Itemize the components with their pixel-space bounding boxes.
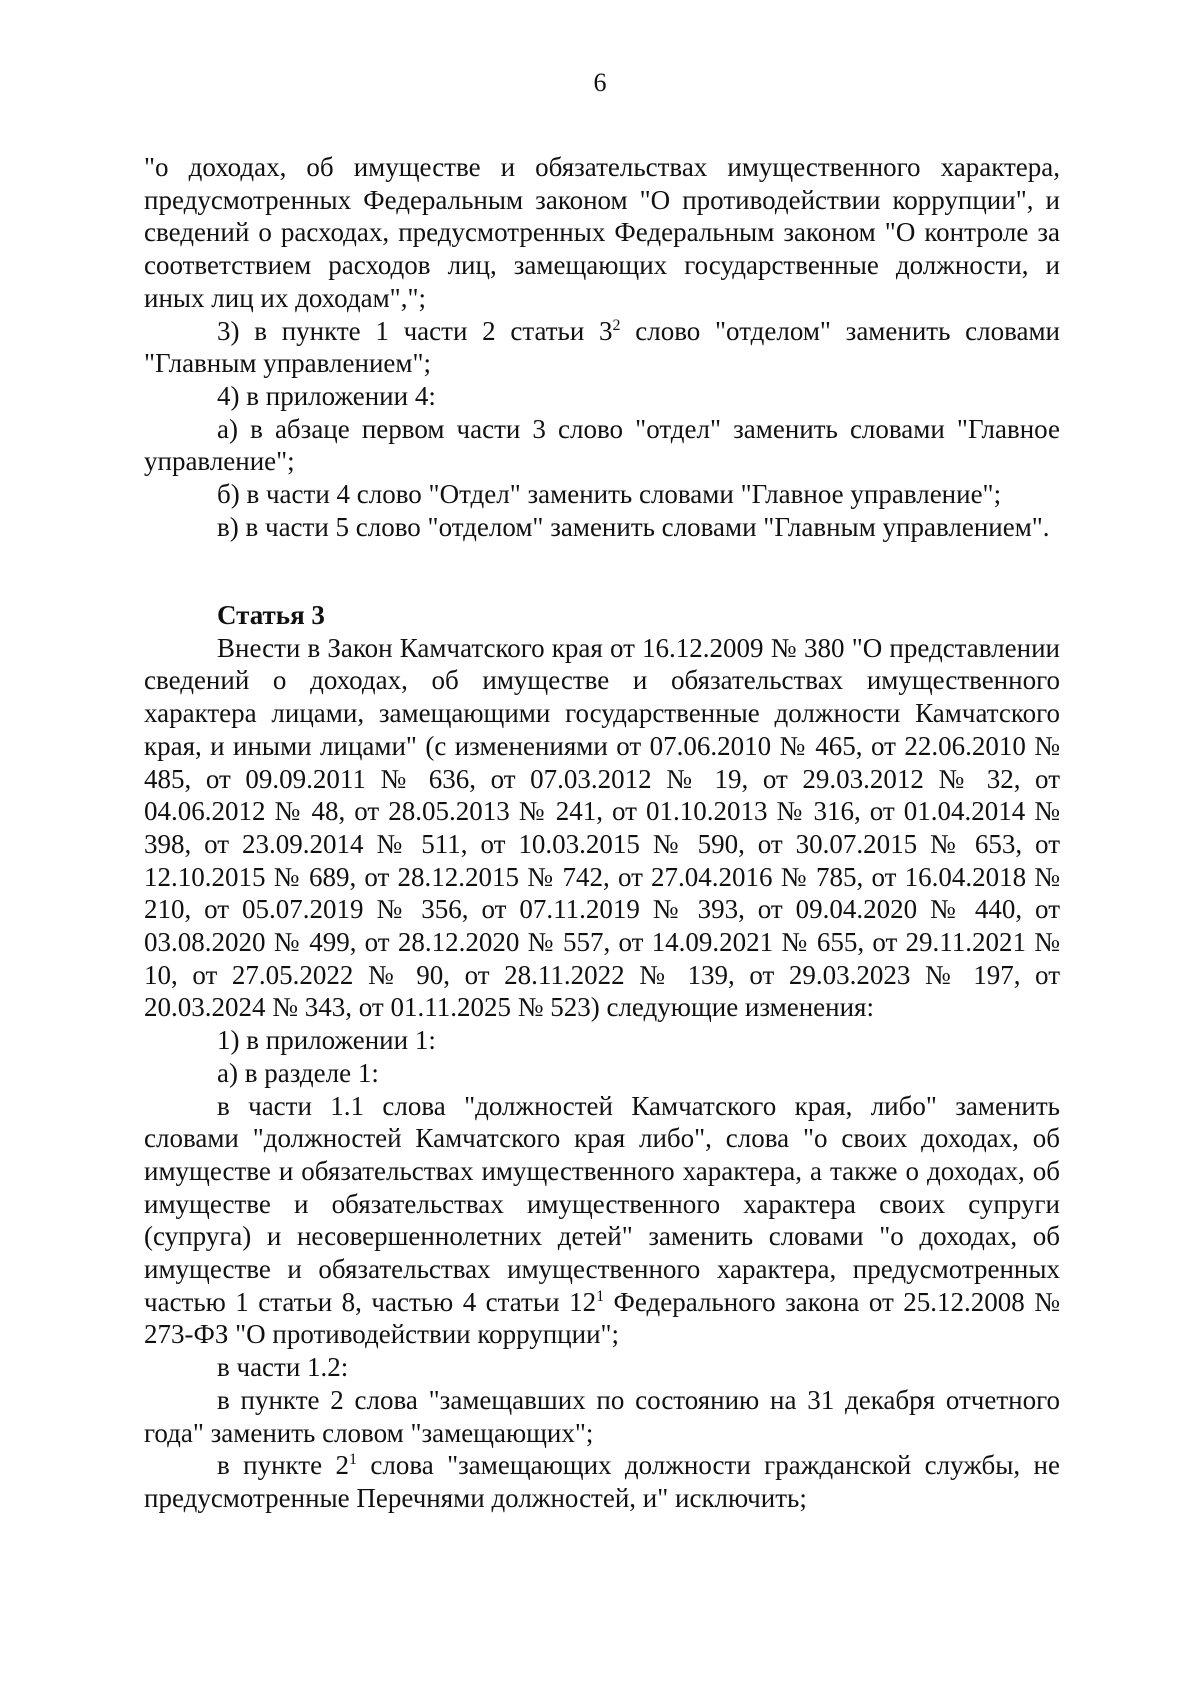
- paragraph-item-4: 4) в приложении 4:: [217, 380, 436, 411]
- paragraph-part-1-1: [144, 1090, 1060, 1352]
- point-2-1-text-end: слова "замещающих должности гражданской службы, не предусмотренные Перечнями должностей, и" исключить;: [144, 1450, 1060, 1513]
- paragraph-point-2: в пункте 2 слова "замещавших по состоянию на 31 декабря отчетного года" заменить словом "замещающих";: [144, 1384, 1060, 1448]
- item-3-superscript: 2: [612, 316, 621, 334]
- point-2-1-superscript: 1: [348, 1451, 357, 1469]
- paragraph-appendix-1: 1) в приложении 1:: [217, 1025, 436, 1056]
- article-3-section: [144, 599, 1060, 1515]
- article-heading: Статья 3: [217, 600, 325, 630]
- paragraph-item-4b: б) в части 4 слово "Отдел" заменить словами "Главное управление";: [217, 479, 1002, 510]
- paragraph-part-1-2: в части 1.2:: [217, 1352, 349, 1383]
- page-number: 6: [593, 68, 607, 97]
- paragraph-item-3: [144, 315, 1060, 380]
- item-3-text-start: 3) в пункте 1 части 2 статьи 3: [217, 315, 613, 346]
- item-3-text-end: слово "отделом" заменить словами "Главным управлением";: [144, 315, 1060, 379]
- part-1-1-text-end: Федерального закона от 25.12.2008 № 273-ФЗ "О противодействии коррупции";: [144, 1286, 1060, 1350]
- paragraph-item-4c: в) в части 5 слово "отделом" заменить словами "Главным управлением".: [217, 511, 1050, 542]
- paragraph-income-info: "о доходах, об имуществе и обязательствах имущественного характера, предусмотренных Федеральным законом "О противодействии коррупции", и сведений о расходах, предусмотренных Федеральным законом "О контроле за соответствием расходов лиц, замещающих государственные должности, и иных лиц их доходам",";: [144, 152, 1060, 313]
- part-1-1-superscript: 1: [596, 1287, 605, 1305]
- paragraph-point-2-1: [144, 1449, 1060, 1514]
- amendments-continuation: [144, 151, 1060, 543]
- article-intro: Внести в Закон Камчатского края от 16.12.2009 № 380 "О представлении сведений о доходах, об имуществе и обязательствах имущественного характера лицами, замещающими государственные должности Камчатского края, и иными лицами" (с изменениями от 07.06.2010 № 465, от 22.06.2010 № 485, от 09.09.2011 № 636, от 07.03.2012 № 19, от 29.03.2012 № 32, от 04.06.2012 № 48, от 28.05.2013 № 241, от 01.10.2013 № 316, от 01.04.2014 № 398, от 23.09.2014 № 511, от 10.03.2015 № 590, от 30.07.2015 № 653, от 12.10.2015 № 689, от 28.12.2015 № 742, от 27.04.2016 № 785, от 16.04.2018 № 210, от 05.07.2019 № 356, от 07.11.2019 № 393, от 09.04.2020 № 440, от 03.08.2020 № 499, от 28.12.2020 № 557, от 14.09.2021 № 655, от 29.11.2021 № 10, от 27.05.2022 № 90, от 28.11.2022 № 139, от 29.03.2023 № 197, от 20.03.2024 № 343, от 01.11.2025 № 523) следующие изменения:: [144, 632, 1060, 1023]
- part-1-1-text-start: в части 1.1 слова "должностей Камчатского края, либо" заменить словами "должностей Камчатского края либо", слова "о своих доходах, об имуществе и обязательствах имущественного характера, а также о доходах, об имуществе и обязательствах имущественного характера своих супруги (супруга) и несовершеннолетних детей" заменить словами "о доходах, об имуществе и обязательствах имущественного характера, предусмотренных частью 1 статьи 8, частью 4 статьи 12: [144, 1090, 1060, 1317]
- paragraph-item-4a: а) в абзаце первом части 3 слово "отдел" заменить словами "Главное управление";: [144, 413, 1060, 477]
- paragraph-section-1: а) в разделе 1:: [217, 1057, 379, 1088]
- point-2-1-text-start: в пункте 2: [217, 1450, 349, 1481]
